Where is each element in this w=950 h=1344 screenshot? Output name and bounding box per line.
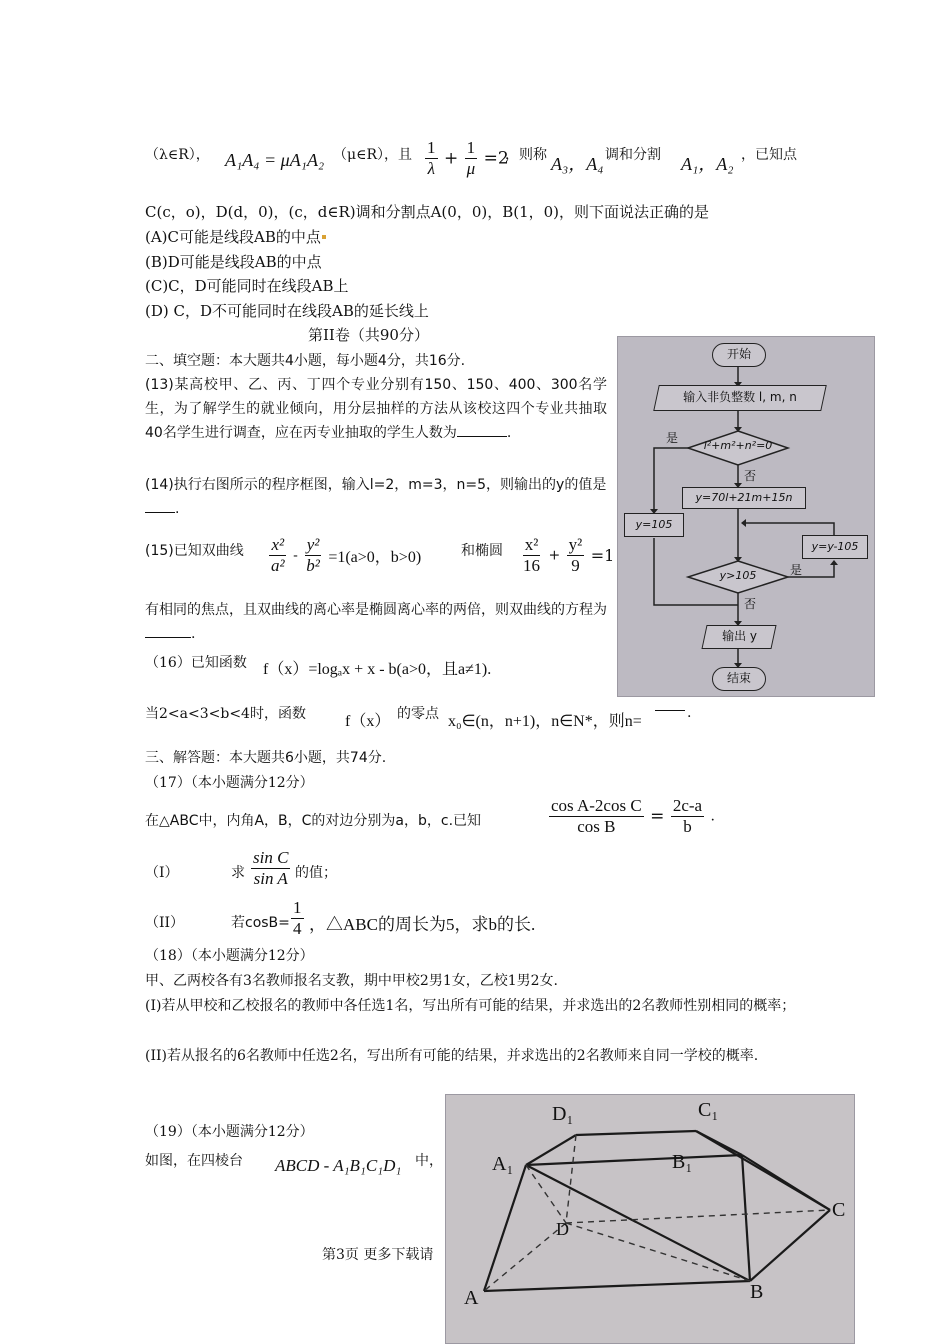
- q18-statement: 甲、乙两校各有3名教师报名支教，期中甲校2男1女，乙校1男2女.: [145, 973, 558, 989]
- question-16-a: （16）已知函数 f（x）=logₐx + x - b(a>0，且a≠1).: [145, 655, 492, 678]
- question-13: (13)某高校甲、乙、丙、丁四个专业分别有150、150、400、300名学生，为了解学生的就业倾向，用分层抽样的方法从该校这四个专业共抽取40名学生进行调查，应在丙专业抽取的学生人数为 .: [145, 377, 607, 441]
- yes-label-2: 是: [790, 563, 803, 577]
- frustum-lines: [446, 1095, 854, 1343]
- yes-label-1: 是: [666, 431, 679, 445]
- input-node: 输入非负整数 l, m, n: [653, 385, 827, 411]
- answer-section-header: 三、解答题：本大题共6小题，共74分.: [145, 750, 387, 766]
- question-15-text: 有相同的焦点，且双曲线的离心率是椭圆离心率的两倍，则双曲线的方程为.: [145, 602, 607, 642]
- end-node: 结束: [712, 667, 766, 691]
- vector-eq: A₁A₄ = μA₁A₂: [225, 150, 325, 170]
- question-16-b: 当2<a<3<b<4时，函数 f（x） 的零点 x₀∈(n，n+1)，n∈N*，则n= .: [145, 705, 692, 730]
- assign-node: y=70l+21m+15n: [682, 487, 806, 509]
- q18-part-i: (I)若从甲校和乙校报名的教师中各任选1名，写出所有可能的结果，并求选出的2名教师性别相同的概率；: [145, 998, 796, 1014]
- option-c: (C)C，D可能同时在线段AB上: [145, 277, 349, 295]
- no-label-2: 否: [744, 597, 757, 611]
- option-b: (B)D可能是线段AB的中点: [145, 253, 322, 271]
- reciprocal-sum: $\frac{1}{\lambda}$ + $\frac{1}{\mu}$ =2: [427, 138, 509, 178]
- option-d: (D) C，D不可能同时在线段AB的延长线上: [145, 302, 429, 320]
- label-d: D: [556, 1219, 569, 1239]
- label-d1: D₁: [552, 1103, 574, 1125]
- text: ，则称: [505, 147, 547, 163]
- points-a1a2: A₁，A₂: [681, 154, 734, 174]
- q17-heading: （17）（本小题满分12分）: [145, 775, 314, 791]
- option-a: (A)C可能是线段AB的中点: [145, 227, 327, 247]
- start-node: 开始: [712, 343, 766, 367]
- condition-2: y>105: [719, 569, 757, 582]
- points-a3a4: A₃，A₄: [551, 154, 604, 174]
- label-a: A: [464, 1287, 479, 1309]
- subtract-node: y=y-105: [802, 535, 868, 559]
- part2-title: 第II卷（共90分）: [308, 326, 429, 344]
- fill-in-header: 二、填空题：本大题共4小题，每小题4分，共16分.: [145, 353, 466, 369]
- q17-part-ii: （II） 若cosB= $\frac{1}{4}$ ，△ABC的周长为5，求b的长.: [145, 898, 536, 938]
- text: （μ∈R），且: [333, 147, 413, 163]
- question-15-equations: (15)已知双曲线 $\frac{\text{x²}}{\text{a²}}$ - $\frac{\text{y²}}{\text{b²}}$ =1(a>0，b>0) 和椭圆 $\frac{\text{x²}}{16}$ + $\frac{\text{y²}}{9}$ =1: [145, 535, 615, 575]
- label-a1: A₁: [492, 1153, 514, 1175]
- label-b1: B₁: [672, 1151, 693, 1173]
- label-b: B: [750, 1281, 764, 1303]
- condition-1: l²+m²+n²=0: [703, 439, 773, 452]
- top-line-1: [145, 138, 825, 188]
- text: （λ∈R），: [145, 147, 210, 163]
- question-14: (14)执行右图所示的程序框图，输入l=2，m=3，n=5，则输出的y的值是.: [145, 477, 607, 517]
- q18-part-ii: (II)若从报名的6名教师中任选2名，写出所有可能的结果，并求选出的2名教师来自同一学校的概率.: [145, 1048, 759, 1064]
- q17-statement: 在△ABC中，内角A，B，C的对边分别为a，b，c.已知 $\frac{\text{cos A-2cos C}}{\text{cos B}}$ = $\frac{2c-a}{b}$ .: [145, 796, 715, 836]
- label-c: C: [832, 1199, 846, 1221]
- page-footer: 第3页 更多下载请: [322, 1247, 434, 1263]
- text: 调和分割: [605, 147, 661, 163]
- q19-heading: （19）（本小题满分12分）: [145, 1124, 314, 1140]
- label-c1: C₁: [698, 1099, 719, 1121]
- no-label-1: 否: [744, 469, 757, 483]
- flowchart-figure: [617, 336, 875, 697]
- problem-statement: C(c，o)，D(d，0)，(c，d∈R)调和分割点A(0，0)，B(1，0)，则下面说法正确的是: [145, 203, 710, 221]
- q17-part-i: （I） 求 $\frac{\text{sin C}}{\text{sin A}}$ 的值；: [145, 848, 337, 888]
- q19-statement: 如图，在四棱台 ABCD - A₁B₁C₁D₁ 中，: [145, 1153, 443, 1175]
- q18-heading: （18）（本小题满分12分）: [145, 948, 314, 964]
- text: ，已知点: [741, 147, 797, 163]
- y105-node: y=105: [624, 513, 684, 537]
- output-node: 输出 y: [701, 625, 776, 649]
- frustum-figure: [445, 1094, 855, 1344]
